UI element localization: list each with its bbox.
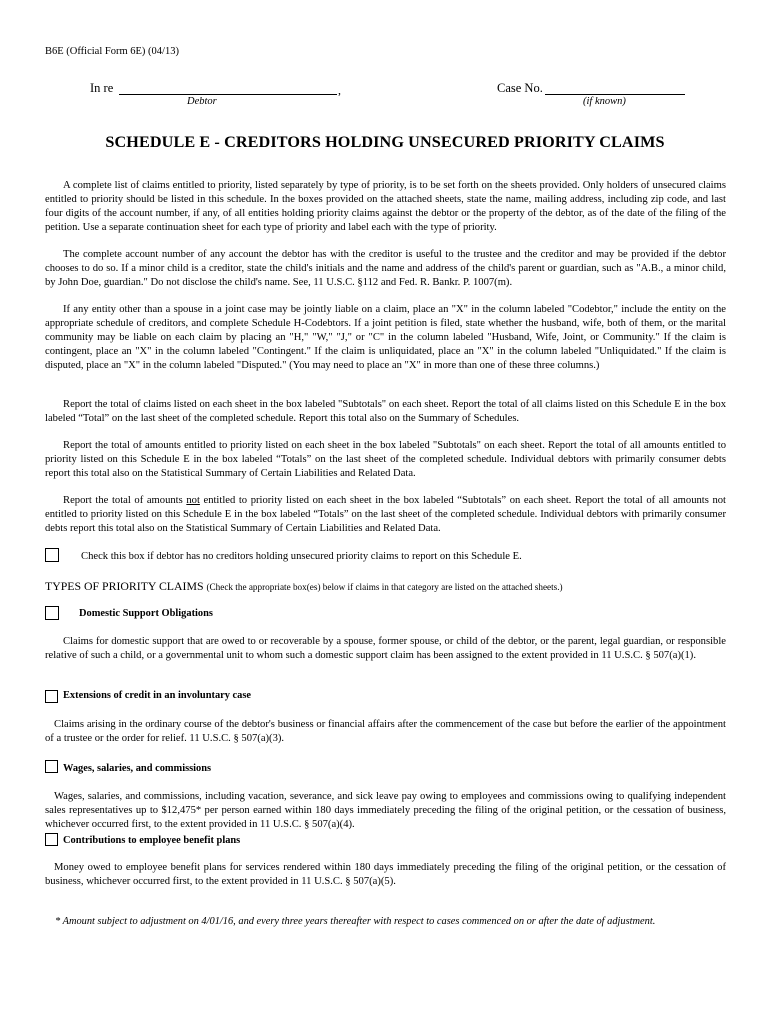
wages-description: [45, 790, 726, 832]
paragraph-total-claims-text: Report the total of claims listed on each sheet in the box labeled "Subtotals" on each sheet. Report the total of all claims listed on this Schedule E in the box labeled “Total” on the last sheet of the completed schedule. Report this total also on the Summary of Schedules.: [45, 399, 726, 424]
footnote: * Amount subject to adjustment on 4/01/16, and every three years thereafter with respect to cases commenced on or after the date of adjustment.: [55, 916, 656, 927]
domestic-support-text: Claims for domestic support that are owed to or recoverable by a spouse, former spouse, or child of the debtor, or the parent, legal guardian, or responsible relative of such a child, or a governmental unit to whom such a domestic support claim has been assigned to the extent provided in 11 U.S.C. § 507(a)(1).: [45, 636, 726, 661]
paragraph-total-nonpriority-after: entitled to priority listed on each sheet in the box labeled “Subtotals” on each sheet. Report the total of all amounts not entitled to priority listed on this Schedule E in the box labeled “Totals” on the last sheet of the completed schedule. Individual debtors with primarily consumer debts report this total also on the Statistical Summary of Certain Liabilities and Related Data.: [45, 495, 726, 534]
case-no-label: Case No.: [497, 81, 543, 95]
extensions-credit-text: Claims arising in the ordinary course of the debtor's business or financial affairs after the commencement of the case but before the earlier of the appointment of a trustee or the order for relief. 11 U.S.C. § 507(a)(3).: [45, 719, 726, 744]
no-creditors-checkbox[interactable]: [45, 548, 59, 562]
wages-text: Wages, salaries, and commissions, including vacation, severance, and sick leave pay owing to employees and commissions owing to qualifying independent sales representatives up to $12,475* per person earned within 180 days immediately preceding the filing of the original petition, or the cessation of business, whichever occurred first, to the extent provided in 11 U.S.C. § 507(a)(4).: [45, 791, 726, 830]
case-no-caption: (if known): [583, 96, 626, 107]
paragraph-total-nonpriority-before: Report the total of amounts: [63, 495, 187, 506]
paragraph-codebtor: [45, 303, 726, 373]
form-id: B6E (Official Form 6E) (04/13): [45, 46, 179, 57]
contributions-text: Money owed to employee benefit plans for services rendered within 180 days immediately preceding the filing of the original petition, or the cessation of business, whichever occurred first, to the extent provided in 11 U.S.C. § 507(a)(5).: [45, 862, 726, 887]
paragraph-total-nonpriority-underlined: not: [186, 495, 200, 506]
no-creditors-label: Check this box if debtor has no creditors holding unsecured priority claims to report on this Schedule E.: [81, 551, 522, 562]
domestic-support-label: Domestic Support Obligations: [79, 608, 213, 619]
debtor-comma: ,: [338, 83, 341, 97]
contributions-label: Contributions to employee benefit plans: [63, 835, 241, 846]
paragraph-total-priority: [45, 439, 726, 481]
domestic-support-checkbox[interactable]: [45, 606, 59, 620]
paragraph-codebtor-text: If any entity other than a spouse in a joint case may be jointly liable on a claim, place an "X" in the column labeled "Codebtor," include the entity on the appropriate schedule of creditors, and complete Schedule H-Codebtors. If a joint petition is filed, state whether the husband, wife, both of them, or the marital community may be liable on each claim by placing an "H," "W," "J," or "C" in the column labeled "Husband, Wife, Joint, or Community." If the claim is contingent, place an "X" in the column labeled "Contingent." If the claim is unliquidated, place an "X" in the column labeled "Unliquidated." If the claim is disputed, place an "X" in the column labeled "Disputed." (You may need to place an "X" in more than one of these three columns.): [45, 304, 726, 371]
extensions-credit-checkbox[interactable]: [45, 690, 58, 703]
paragraph-intro-text: A complete list of claims entitled to priority, listed separately by type of priority, is to be set forth on the sheets provided. Only holders of unsecured claims entitled to priority should be listed in this schedule. In the boxes provided on the attached sheets, state the name, mailing address, including zip code, and last four digits of the account number, if any, of all entities holding priority claims against the debtor or the property of the debtor, as of the date of the filing of the petition. Use a separate continuation sheet for each type of priority and label each with the type of priority.: [45, 180, 726, 233]
wages-label: Wages, salaries, and commissions: [63, 763, 212, 774]
page-title: SCHEDULE E - CREDITORS HOLDING UNSECURED PRIORITY CLAIMS: [105, 133, 665, 151]
paragraph-total-claims: [45, 398, 726, 426]
debtor-name-line[interactable]: [119, 93, 337, 95]
wages-checkbox[interactable]: [45, 760, 58, 773]
paragraph-account-number-text: The complete account number of any account the debtor has with the creditor is useful to the trustee and the creditor and may be provided if the debtor chooses to do so. If a minor child is a creditor, state the child's initials and the name and address of the child's parent or guardian, such as "A.B., a minor child, by John Doe, guardian." Do not disclose the child's name. See, 11 U.S.C. §112 and Fed. R. Bankr. P. 1007(m).: [45, 249, 726, 288]
debtor-caption: Debtor: [187, 96, 217, 107]
types-heading-title: TYPES OF PRIORITY CLAIMS: [45, 579, 204, 593]
types-heading: [45, 579, 563, 594]
paragraph-total-nonpriority: [45, 494, 726, 536]
contributions-description: [45, 861, 726, 889]
types-heading-note: (Check the appropriate box(es) below if claims in that category are listed on the attached sheets.): [206, 582, 563, 592]
paragraph-total-priority-text: Report the total of amounts entitled to priority listed on each sheet in the box labeled "Subtotals" on each sheet. Report the total of all amounts entitled to priority listed on this Schedule E in the box labeled “Totals” on the last sheet of the completed schedule. Individual debtors with primarily consumer debts report this total also on the Statistical Summary of Certain Liabilities and Related Data.: [45, 440, 726, 479]
in-re-label: In re: [90, 81, 114, 95]
paragraph-account-number: [45, 248, 726, 290]
contributions-checkbox[interactable]: [45, 833, 58, 846]
extensions-credit-description: [45, 718, 726, 746]
paragraph-intro: [45, 179, 726, 235]
extensions-credit-label: Extensions of credit in an involuntary case: [63, 690, 252, 701]
domestic-support-description: [45, 635, 726, 663]
case-no-line[interactable]: [545, 93, 685, 95]
